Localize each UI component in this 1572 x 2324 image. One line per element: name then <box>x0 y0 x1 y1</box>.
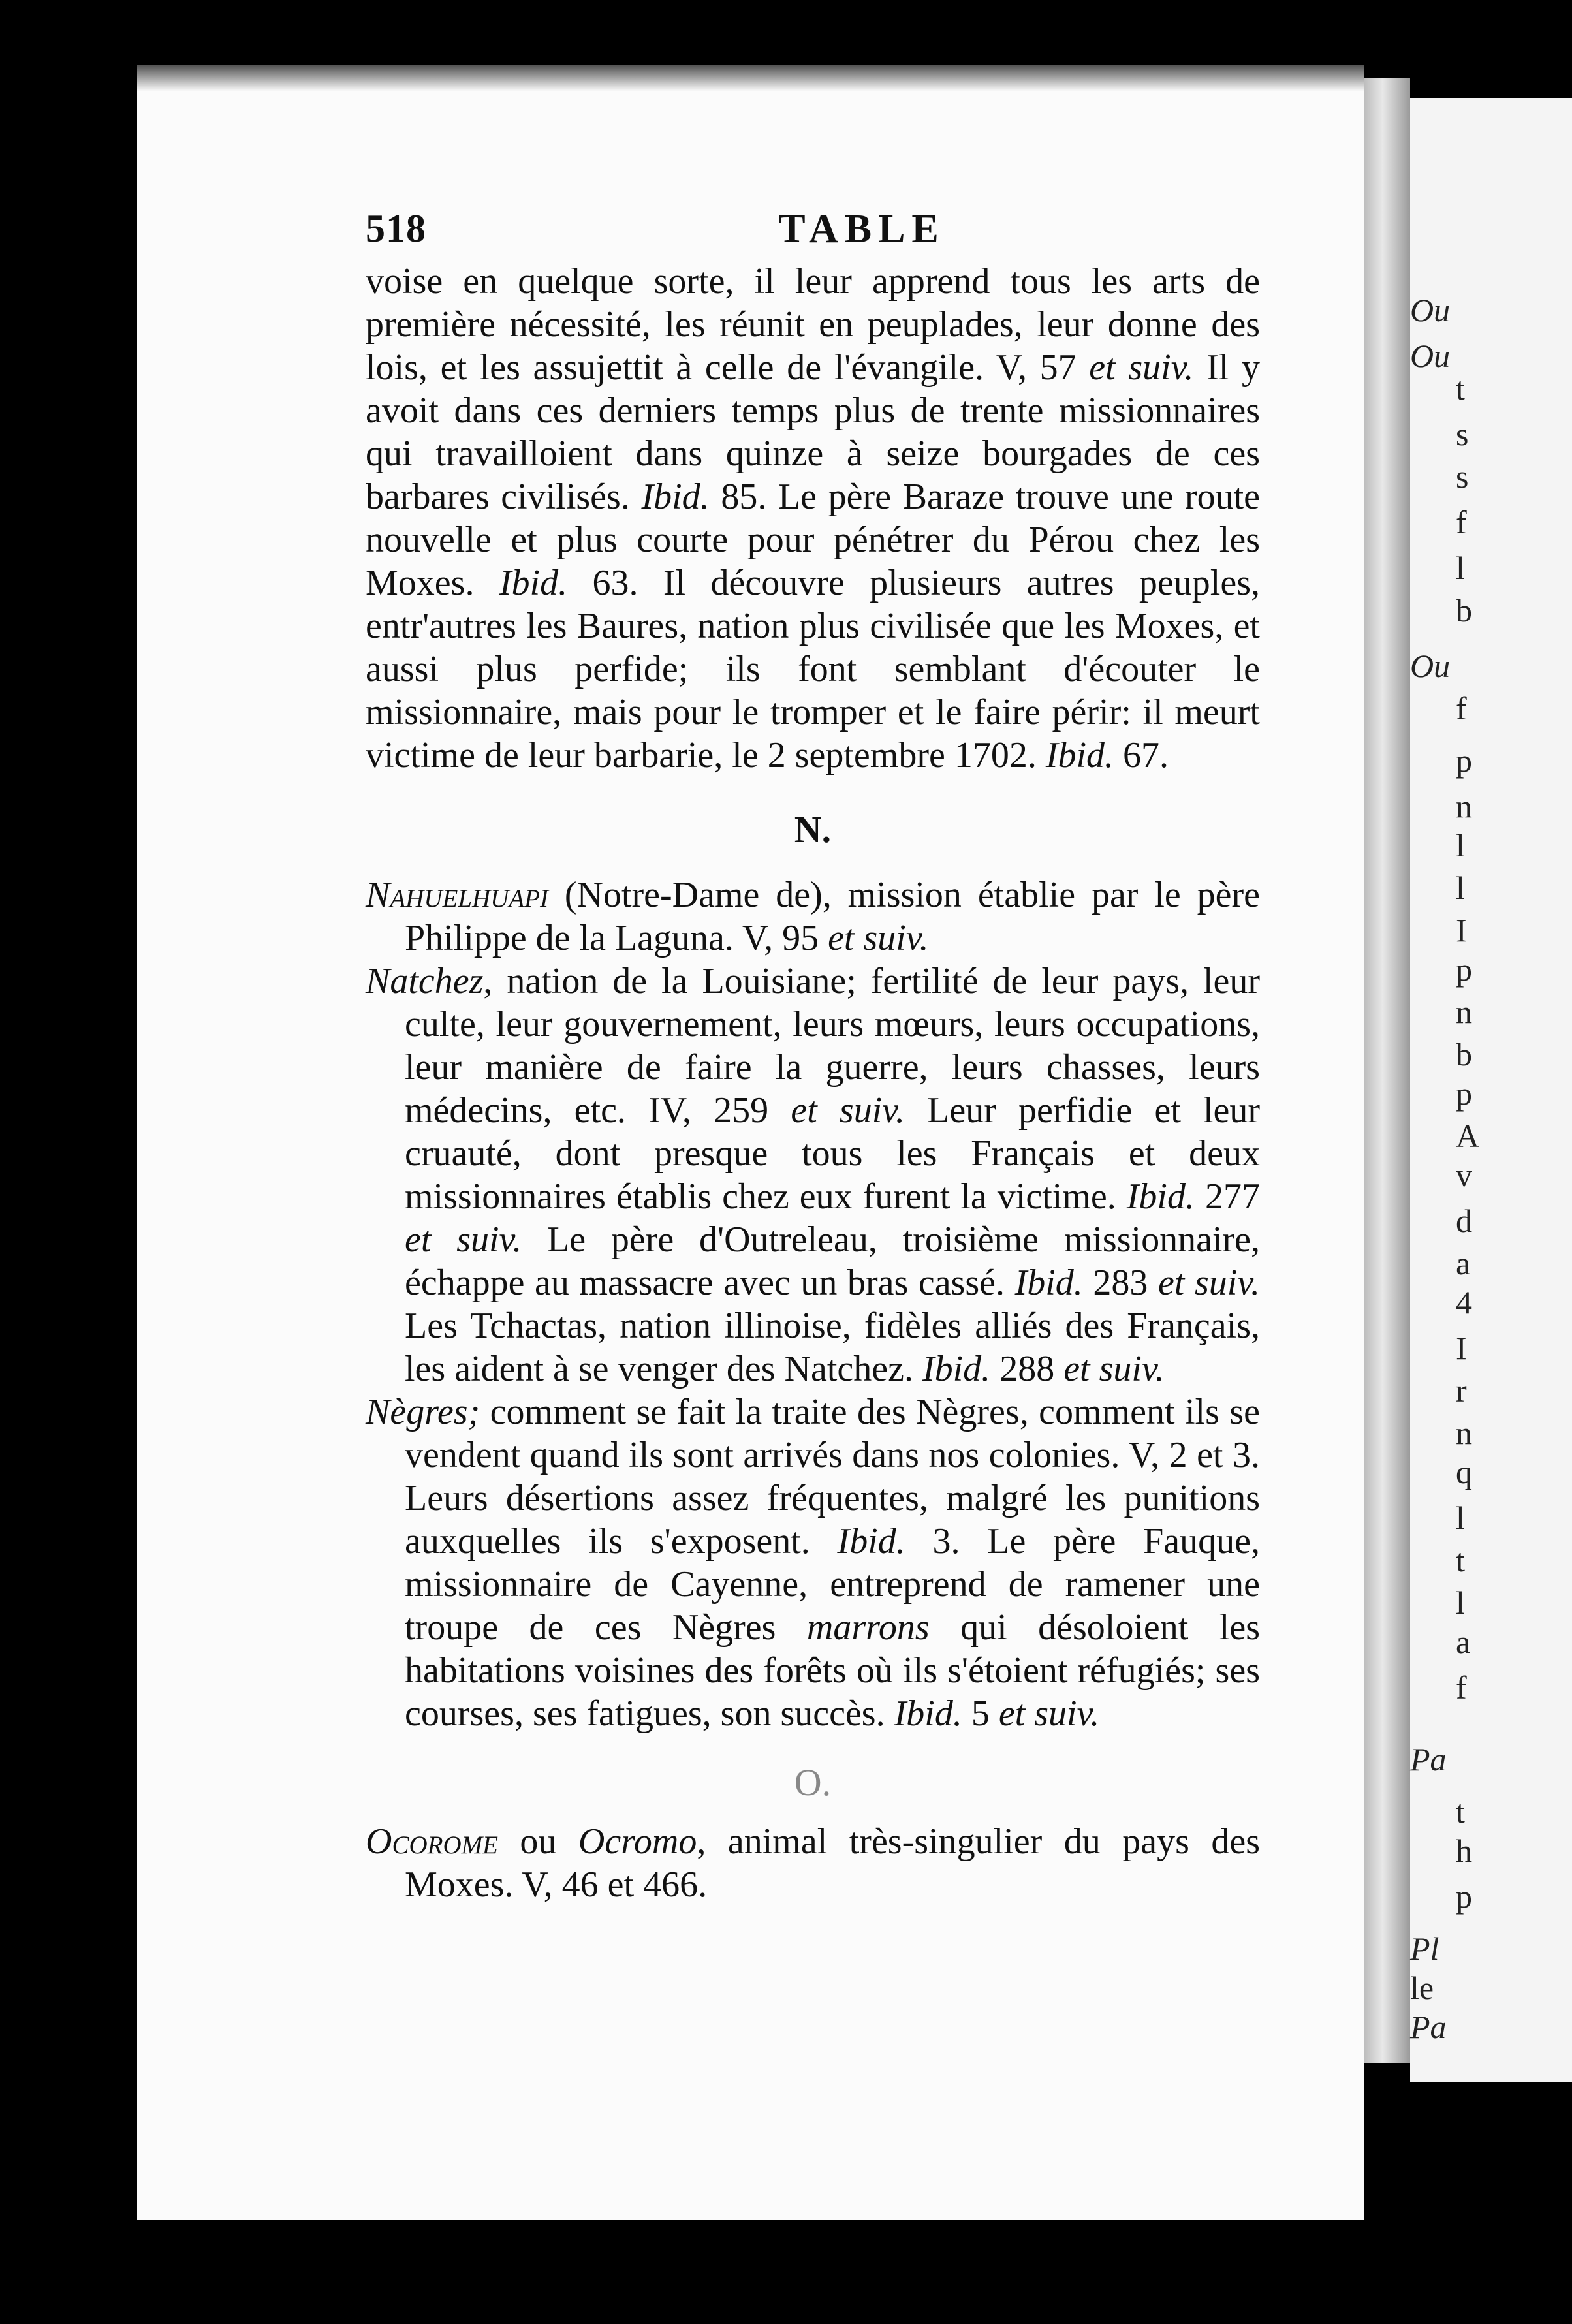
entry-ocorome <box>366 1820 1260 1906</box>
facing-page-fragment: Pl <box>1410 1930 1439 1967</box>
facing-page-fragment: l <box>1456 827 1465 864</box>
facing-page-fragment: l <box>1456 1500 1465 1536</box>
entry-text: 67. <box>1114 735 1169 776</box>
facing-page-fragment: le <box>1410 1970 1434 2006</box>
entry-text: Il y avoit dans ces derniers temps plus de trente missionnaires qui travailloient dans quinze à seize bourgades de ces barbares civilisés. <box>366 347 1260 517</box>
reference: et suiv. <box>1157 1263 1261 1303</box>
entry-text: 3. Le père Fauque, missionnaire de Cayenne, entreprend de ramener une troupe de ces Nègres <box>405 1521 1260 1648</box>
facing-page-fragment: q <box>1456 1454 1472 1490</box>
entry-headword: Natchez <box>366 961 484 1001</box>
entry-text: Le père d'Outreleau, troisième missionnaire, échappe au massacre avec un bras cassé. <box>405 1219 1260 1303</box>
facing-page-fragment: I <box>1456 912 1467 949</box>
reference: et suiv. <box>1089 347 1194 388</box>
reference: Ibid. <box>894 1693 962 1734</box>
entry-text: 288 <box>990 1349 1064 1389</box>
reference: Ibid. <box>1126 1176 1195 1217</box>
facing-page-fragment: h <box>1456 1832 1472 1869</box>
facing-page-fragment: A <box>1456 1118 1480 1154</box>
facing-page-fragment: Pa <box>1410 1741 1447 1778</box>
reference: et suiv. <box>998 1693 1100 1734</box>
page-header <box>366 206 1266 259</box>
facing-page-fragment: s <box>1456 416 1469 452</box>
facing-page-fragment: a <box>1456 1245 1471 1281</box>
page-number: 518 <box>366 207 426 250</box>
reference: et suiv. <box>1063 1349 1165 1389</box>
facing-page-fragment: p <box>1456 1075 1472 1112</box>
facing-page-fragment: t <box>1456 370 1465 407</box>
reference: et suiv. <box>405 1219 522 1260</box>
entry-headword: Nahuelhuapi <box>366 875 548 915</box>
facing-page-fragment: f <box>1456 1669 1467 1706</box>
reference: Ibid. <box>1014 1263 1083 1303</box>
entry-text: 277 <box>1194 1176 1260 1217</box>
entry-text: , nation de la Louisiane; fertilité de leur pays, leur culte, leur gouvernement, leurs mœurs, leurs occupations, leur manière de faire la guerre, leurs chasses, leurs médecins, etc. IV, 259 <box>405 961 1260 1131</box>
running-title: TABLE <box>778 207 945 251</box>
entry-alt-headword: Ocromo <box>578 1821 697 1862</box>
section-letter-n: N. <box>794 808 832 851</box>
facing-page-fragment: p <box>1456 1878 1472 1915</box>
facing-page-fragment: f <box>1456 504 1467 541</box>
facing-page-fragment: v <box>1456 1157 1472 1193</box>
entry-text: 5 <box>962 1693 999 1734</box>
reference: Ibid. <box>1045 735 1114 776</box>
entry-text: 63. Il découvre plusieurs autres peuples, entr'autres les Baures, nation plus civilisée que les Moxes, et aussi plus perfide; ils font semblant d'écouter le missionnaire, mais pour le tromper et le faire périr: il meurt victime de leur barbarie, le 2 septembre 1702. <box>366 563 1260 776</box>
reference: Ibid. <box>499 563 568 603</box>
reference: Ibid. <box>641 477 710 517</box>
entry-natchez <box>366 960 1260 1390</box>
entry-headword: Nègres; <box>366 1392 480 1432</box>
section-letter-o: O. <box>794 1761 832 1804</box>
facing-page-fragment: a <box>1456 1624 1471 1660</box>
facing-page-fragment: Ou <box>1410 648 1451 684</box>
facing-page-fragment: f <box>1456 690 1467 727</box>
facing-page-fragment: s <box>1456 458 1469 495</box>
entry-text: Leur perfidie et leur cruauté, dont presque tous les Français et deux missionnaires établis chez eux furent la victime. <box>405 1090 1261 1217</box>
facing-page-fragment: t <box>1456 1542 1465 1578</box>
facing-page-fragment: Pa <box>1410 2009 1447 2045</box>
reference: et suiv. <box>828 918 929 958</box>
facing-page-fragment: l <box>1456 1584 1465 1621</box>
entry-text: comment se fait la traite des Nègres, comment ils se vendent quand ils sont arrivés dans nos colonies. V, 2 et 3. Leurs désertions assez fréquentes, malgré les punitions auxquelles ils s'exposent. <box>405 1392 1260 1562</box>
facing-page-fragment: I <box>1456 1330 1467 1366</box>
facing-page-fragment: b <box>1456 592 1472 629</box>
facing-page-fragment: p <box>1456 742 1472 779</box>
continued-entry <box>366 260 1260 777</box>
facing-page-fragment: l <box>1456 870 1465 906</box>
entry-text: ou <box>497 1821 578 1862</box>
entry-text: 283 <box>1082 1263 1158 1303</box>
facing-page-fragment: p <box>1456 951 1472 988</box>
facing-page-fragment: t <box>1456 1793 1465 1830</box>
facing-page <box>1410 98 1572 2082</box>
book-gutter <box>1364 78 1410 2063</box>
entry-text: voise en quelque sorte, il leur apprend tous les arts de première nécessité, les réunit en peuplades, leur donne des lois, et les assujettit à celle de l'évangile. V, 57 <box>366 261 1260 388</box>
entry-text: Les Tchactas, nation illinoise, fidèles alliés des Français, les aident à se venger des Natchez. <box>405 1306 1260 1389</box>
facing-page-fragment: n <box>1456 994 1472 1030</box>
facing-page-fragment: l <box>1456 550 1465 586</box>
facing-page-fragment: n <box>1456 1415 1472 1451</box>
index-text <box>366 260 1260 1906</box>
facing-page-fragment: Ou <box>1410 338 1451 374</box>
entry-nahuelhuapi <box>366 873 1260 960</box>
entry-text: qui désoloient les habitations voisines des forêts où ils s'étoient réfugiés; ses courses, ses fatigues, son succès. <box>405 1607 1260 1734</box>
facing-page-fragment: d <box>1456 1202 1472 1239</box>
entry-negres <box>366 1390 1260 1735</box>
page-top-shadow <box>137 52 1364 91</box>
reference: marrons <box>806 1607 930 1648</box>
facing-page-fragment: Ou <box>1410 292 1451 328</box>
entry-text: , animal très-singulier du pays des Moxes. V, 46 et 466. <box>405 1821 1261 1905</box>
entry-headword: Ocorome <box>366 1821 498 1862</box>
facing-page-fragment: r <box>1456 1372 1467 1409</box>
reference: et suiv. <box>791 1090 905 1131</box>
reference: Ibid. <box>922 1349 991 1389</box>
facing-page-fragment: 4 <box>1456 1284 1472 1321</box>
facing-page-fragment: n <box>1456 788 1472 824</box>
facing-page-fragment: b <box>1456 1036 1472 1073</box>
entry-text: (Notre-Dame de), mission établie par le père Philippe de la Laguna. V, 95 <box>405 875 1260 958</box>
reference: Ibid. <box>837 1521 905 1562</box>
entry-text: 85. Le père Baraze trouve une route nouvelle et plus courte pour pénétrer du Pérou chez les Moxes. <box>366 477 1260 603</box>
